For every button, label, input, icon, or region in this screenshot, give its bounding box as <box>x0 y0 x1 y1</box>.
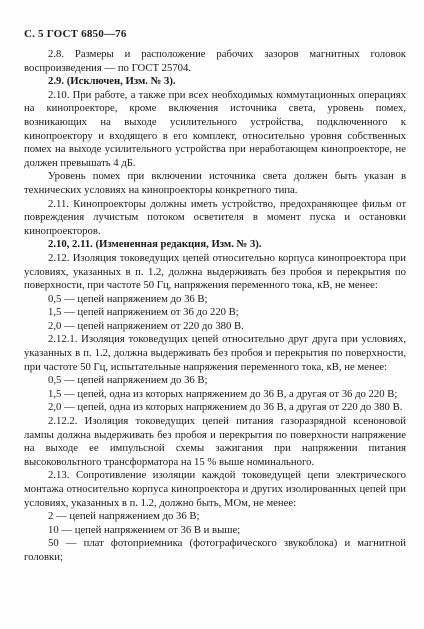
paragraph: Уровень помех при включении источника света должен быть указан в технических условиях на кинопроекторы конкретного типа. <box>24 170 406 196</box>
paragraph: 2.12.1. Изоляция токоведущих цепей относительно друг друга при условиях, указанных в п. 1.2, должна выдерживать без пробоя и перекрытия по поверхности, при частоте 50 Гц, испытательные напряжения переменного тока, кВ, не менее: <box>24 333 406 373</box>
paragraph: 2,0 — цепей, одна из которых напряжением до 36 В, а другая от 220 до 380 В. <box>48 401 403 414</box>
paragraph: 2.10, 2.11. (Измененная редакция, Изм. № 3). <box>48 238 262 251</box>
paragraph: 2.12.2. Изоляция токоведущих цепей питания газоразрядной ксеноновой лампы должна выдерживать без пробоя и перекрытия по поверхности напряжение на выходе ее импульсной схемы зажигания при напряжении питания высоковольтного трансформатора на 15 % выше номинального. <box>24 415 406 468</box>
paragraph: 2.9. (Исключен, Изм. № 3). <box>48 75 176 88</box>
paragraph: 2.10. При работе, а также при всех необходимых коммутационных операциях на кинопроекторе, кроме включения источника света, уровень помех, возникающих на выходе усилительного устройства, подключенного к кинопроектору и входящего в его комплект, относительно уровня собственных помех на выходе усилительного устройства при неработающем кинопроекторе, не должен превышать 4 дБ. <box>24 88 406 169</box>
paragraph: 2 — цепей напряжением до 36 В; <box>48 510 200 523</box>
paragraph: 2.8. Размеры и расположение рабочих зазоров магнитных головок воспроизведения — по ГОСТ 25704. <box>24 48 406 74</box>
paragraph: 2.11. Кинопроекторы должны иметь устройство, предохраняющее фильм от повреждения лучистым потоком осветителя в момент пуска и остановки кинопроекторов. <box>24 197 406 237</box>
paragraph: 10 — цепей напряжением от 36 В и выше; <box>48 523 241 536</box>
paragraph: 0,5 — цепей напряжением до 36 В; <box>48 292 208 305</box>
paragraph: 1,5 — цепей, одна из которых напряжением до 36 В, а другая от 36 до 220 В; <box>48 387 398 400</box>
paragraph: 2,0 — цепей напряжением от 220 до 380 В. <box>48 319 244 332</box>
document-body <box>24 48 406 565</box>
paragraph: 2.13. Сопротивление изоляции каждой токоведущей цепи электрического монтажа относительно корпуса кинопроектора и других изолированных цепей при условиях, указанных в п. 1.2, должно быть, МОм, не менее: <box>24 469 406 509</box>
paragraph: 0,5 — цепей напряжением до 36 В; <box>48 374 208 387</box>
paragraph: 50 — плат фотоприемника (фотографического звукоблока) и магнитной головки; <box>24 537 406 563</box>
paragraph: 2.12. Изоляция токоведущих цепей относительно корпуса кинопроектора при условиях, указанных в п. 1.2, должна выдерживать без пробоя и перекрытия по поверхности, при частоте 50 Гц, напряжения переменного тока, кВ, не менее: <box>24 251 406 292</box>
page-header: С. 5 ГОСТ 6850—76 <box>24 28 127 40</box>
paragraph: 1,5 — цепей напряжением от 36 до 220 В; <box>48 306 239 319</box>
